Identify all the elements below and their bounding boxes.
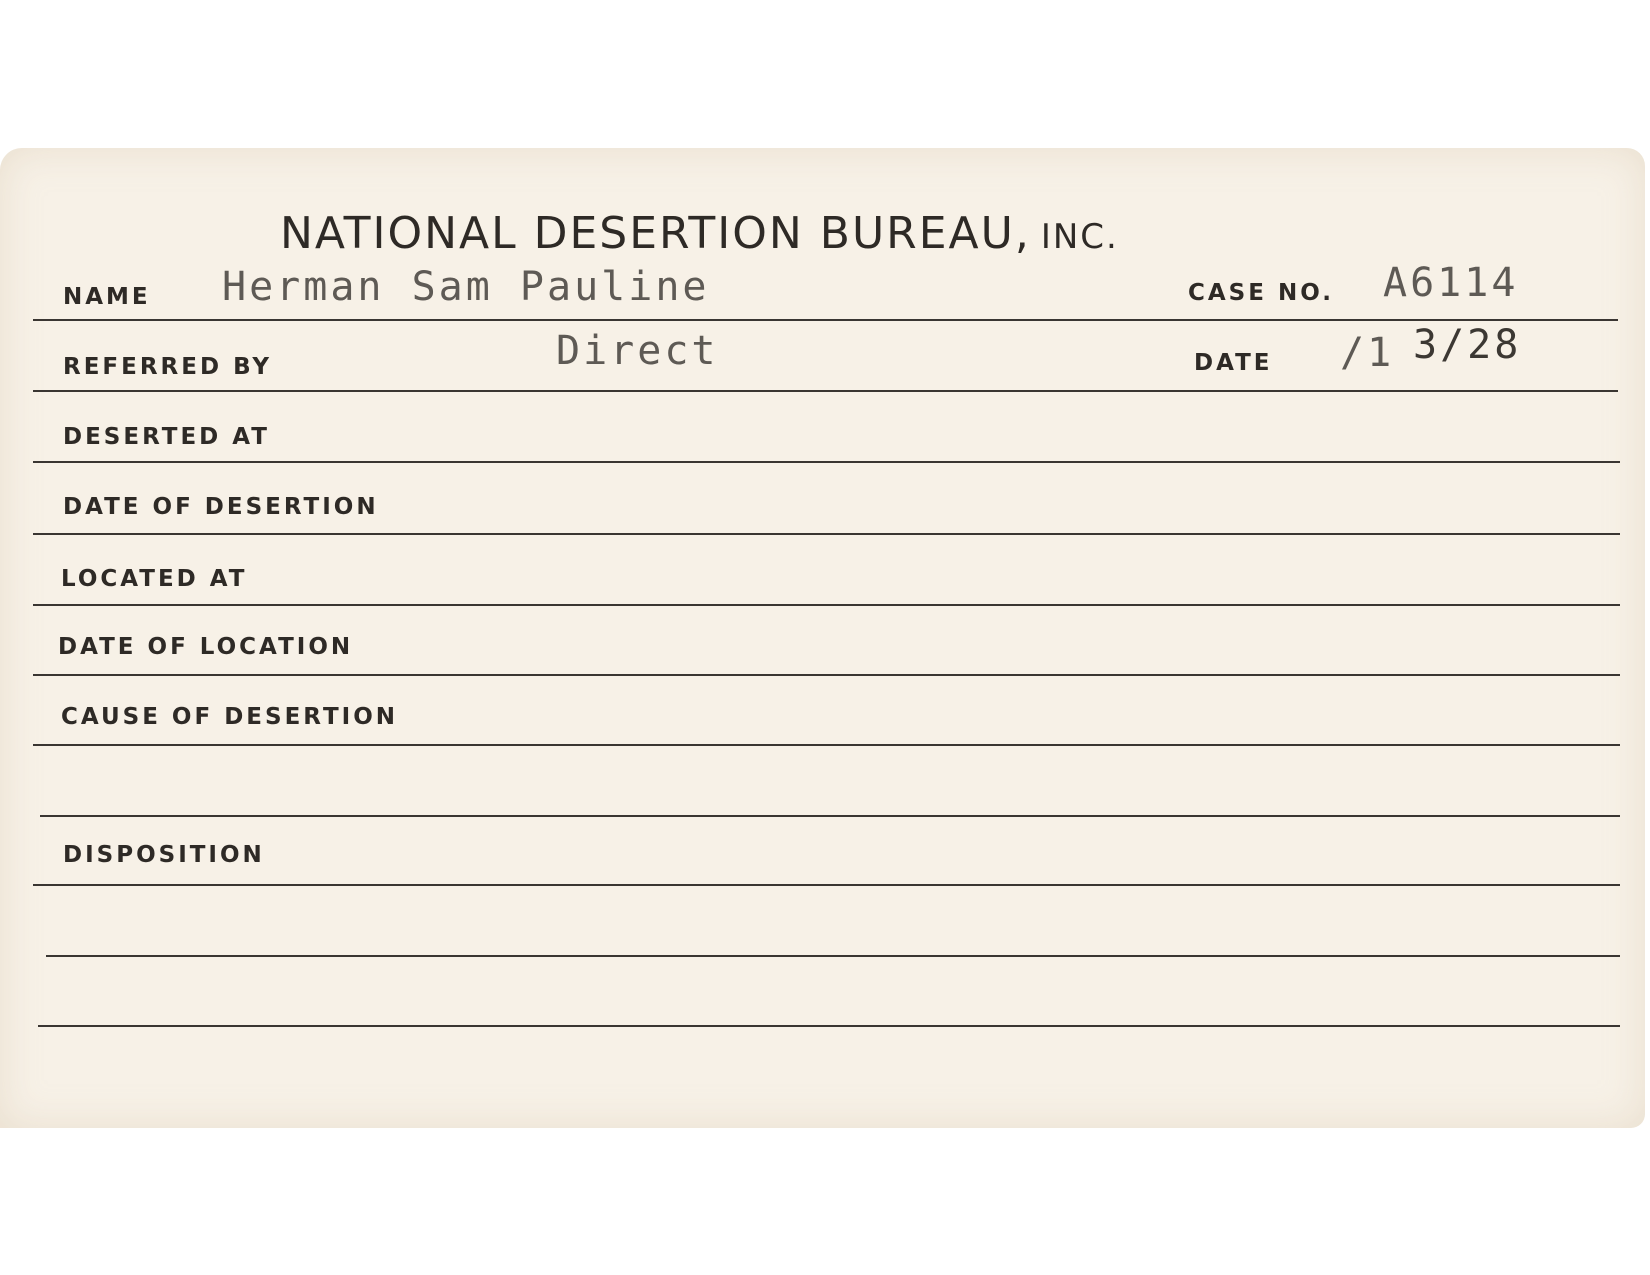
case-no-value: A6114 xyxy=(1383,260,1519,306)
card-title-suffix: INC. xyxy=(1040,217,1119,257)
disposition-extra-rule-1 xyxy=(46,955,1620,957)
date-value-prefix: /1 xyxy=(1340,330,1395,376)
date-of-location-rule xyxy=(33,674,1620,676)
date-value-suffix: 3/28 xyxy=(1413,322,1522,368)
date-of-desertion-rule xyxy=(33,533,1620,535)
deserted-at-label: DESERTED AT xyxy=(63,424,270,450)
referred-by-value: Direct xyxy=(556,328,719,374)
deserted-at-rule xyxy=(33,461,1620,463)
referred-by-label: REFERRED BY xyxy=(63,354,273,380)
disposition-rule xyxy=(33,884,1620,886)
disposition-label: DISPOSITION xyxy=(63,842,265,868)
card-title xyxy=(280,208,1119,259)
date-label: DATE xyxy=(1194,350,1273,376)
index-card xyxy=(0,148,1645,1128)
disposition-extra-rule-2 xyxy=(38,1025,1620,1027)
name-rule xyxy=(33,319,1618,321)
located-at-rule xyxy=(33,604,1620,606)
name-label: NAME xyxy=(63,284,151,310)
cause-of-desertion-label: CAUSE OF DESERTION xyxy=(61,704,399,730)
date-of-location-label: DATE OF LOCATION xyxy=(58,634,354,660)
card-title-main: NATIONAL DESERTION BUREAU, xyxy=(280,208,1031,259)
cause-of-desertion-extra-rule xyxy=(40,815,1620,817)
referred-by-rule xyxy=(33,390,1618,392)
name-value: Herman Sam Pauline xyxy=(222,264,710,310)
located-at-label: LOCATED AT xyxy=(61,566,248,592)
date-of-desertion-label: DATE OF DESERTION xyxy=(63,494,379,520)
cause-of-desertion-rule xyxy=(33,744,1620,746)
case-no-label: CASE NO. xyxy=(1188,280,1334,306)
